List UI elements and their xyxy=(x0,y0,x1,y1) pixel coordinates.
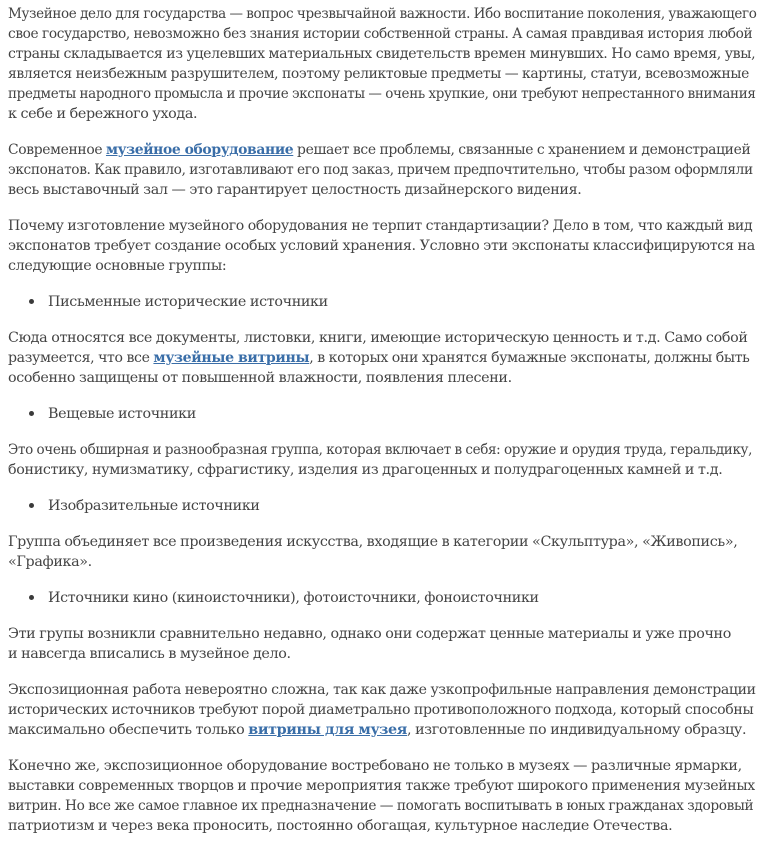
paragraph-4-line-1: Сюда относятся все документы, листовки, книги, имеющие историческую ценность и т.д. Само собой xyxy=(8,330,748,346)
paragraph-1-line-2: свое государство, невозможно без знания истории собственной страны. А самая правдивая история любой xyxy=(8,26,753,42)
paragraph-9-line-3: витрин. Но все же самое главное их предназначение — помогать воспитывать в юных гражданах здоровый xyxy=(8,798,754,814)
paragraph-1-line-3: страны складывается из уцелевших материальных свидетельств времен минувших. Но само время, увы, xyxy=(8,46,756,62)
paragraph-9-line-2: выставки современных творцов и прочие мероприятия также требуют широкого применения музейных xyxy=(8,778,755,794)
paragraph-9-line-4: патриотизм и через века проносить, постоянно обогащая, культурное наследие Отечества. xyxy=(8,818,673,834)
paragraph-9-line-1: Конечно же, экспозиционное оборудование востребовано не только в музеях — различные ярмарки, xyxy=(8,758,742,774)
paragraph-8-line-1: Экспозиционная работа невероятно сложна, так как даже узкопрофильные направления демонстрации xyxy=(8,682,756,698)
paragraph-1-line-1: Музейное дело для государства — вопрос чрезвычайной важности. Ибо воспитание поколения, уважающего xyxy=(8,6,757,22)
museum-showcases-link[interactable]: музейные витрины xyxy=(153,350,310,366)
paragraph-1-line-6: к себе и бережного ухода. xyxy=(8,106,198,122)
list-item-visual-sources: Изобразительные источники xyxy=(48,498,260,514)
paragraph-3-line-3: следующие основные группы: xyxy=(8,258,227,274)
paragraph-5-line-1: Это очень обширная и разнообразная группа, которая включает в себя: оружие и орудия труда, геральдику, xyxy=(8,442,753,458)
paragraph-8-line-3 xyxy=(8,720,746,740)
paragraph-4-line-2 xyxy=(8,348,749,368)
museum-equipment-link[interactable]: музейное оборудование xyxy=(105,142,294,158)
paragraph-2-text: Современное xyxy=(8,142,106,158)
paragraph-4-text: , в которых они хранятся бумажные экспонаты, должны быть xyxy=(309,350,750,366)
paragraph-3-line-2: экспонатов требует создание особых условий хранения. Условно эти экспонаты классифицируются на xyxy=(8,238,755,254)
paragraph-8-line-2: исторических источников требуют порой диаметрально противоположного подхода, который способны xyxy=(8,702,754,718)
bullet-dot-icon xyxy=(29,299,34,304)
paragraph-2-text: решает все проблемы, связанные с хранением и демонстрацией xyxy=(293,142,751,158)
paragraph-2-line-3: весь выставочный зал — это гарантирует целостность дизайнерского видения. xyxy=(8,182,582,198)
bullet-dot-icon xyxy=(29,503,34,508)
list-item-material-sources: Вещевые источники xyxy=(48,406,196,422)
list-item-film-photo-sources: Источники кино (киноисточники), фотоисточники, фоноисточники xyxy=(48,590,539,606)
bullet-dot-icon xyxy=(29,595,34,600)
paragraph-6-line-2: «Графика». xyxy=(8,554,92,570)
paragraph-8-text: , изготовленные по индивидуальному образцу. xyxy=(407,722,747,738)
paragraph-4-line-3: особенно защищены от повышенной влажности, появления плесени. xyxy=(8,370,512,386)
bullet-dot-icon xyxy=(29,411,34,416)
paragraph-6-line-1: Группа объединяет все произведения искусства, входящие в категории «Скульптура», «Живопись», xyxy=(8,534,738,550)
paragraph-2-line-2: экспонатов. Как правило, изготавливают его под заказ, причем предпочтительно, чтобы разом оформляли xyxy=(8,162,753,178)
paragraph-5-line-2: бонистику, нумизматику, сфрагистику, изделия из драгоценных и полудрагоценных камней и т.д. xyxy=(8,462,723,478)
showcases-for-museum-link[interactable]: витрины для музея xyxy=(248,722,408,738)
paragraph-3-line-1: Почему изготовление музейного оборудования не терпит стандартизации? Дело в том, что каждый вид xyxy=(8,218,753,234)
list-item-written-sources: Письменные исторические источники xyxy=(48,294,328,310)
paragraph-1-line-5: предметы народного промысла и прочие экспонаты — очень хрупкие, они требуют непрестанного внимания xyxy=(8,86,756,102)
paragraph-7-line-1: Эти групы возникли сравнительно недавно, однако они содержат ценные материалы и уже прочно xyxy=(8,626,731,642)
paragraph-2-line-1 xyxy=(8,140,750,160)
paragraph-4-text: разумеется, что все xyxy=(8,350,154,366)
paragraph-7-line-2: и навсегда вписались в музейное дело. xyxy=(8,646,291,662)
paragraph-1-line-4: является неизбежным разрушителем, поэтому реликтовые предметы — картины, статуи, всевозможные xyxy=(8,66,749,82)
paragraph-8-text: максимально обеспечить только xyxy=(8,722,249,738)
